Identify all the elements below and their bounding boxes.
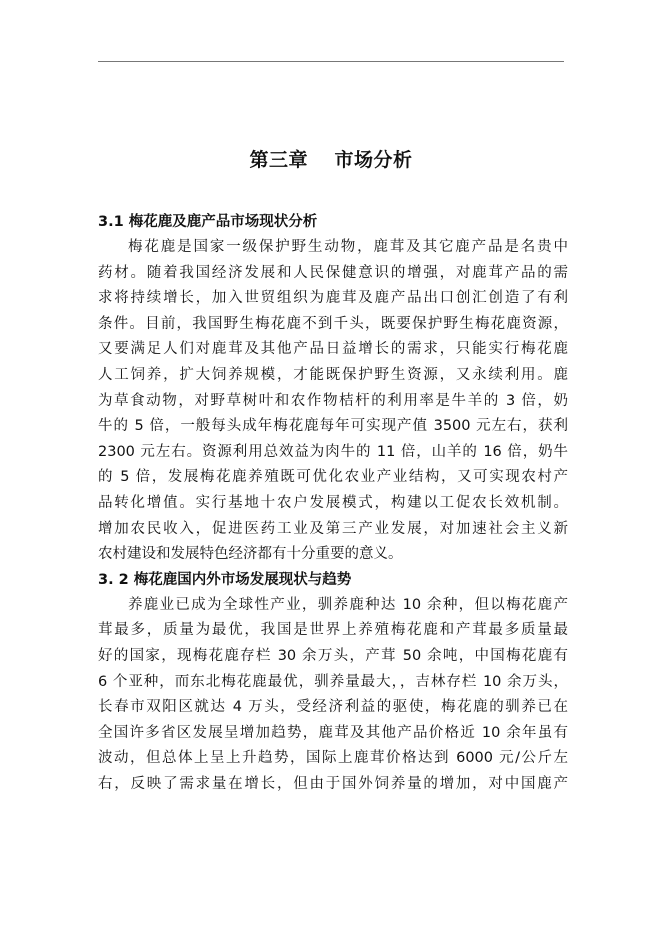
- paragraph-line: 农村建设和发展特色经济都有十分重要的意义。: [98, 546, 403, 563]
- paragraph-line: 茸最多，质量为最优，我国是世界上养殖梅花鹿和产茸最多质量最: [98, 622, 568, 639]
- paragraph-line: 2300 元左右。资源利用总效益为肉牛的 11 倍，山羊的 16 倍，奶牛: [98, 443, 568, 460]
- paragraph-line: 全国许多省区发展呈增加趋势，鹿茸及其他产品价格近 10 余年虽有: [98, 724, 568, 741]
- paragraph-line: 药材。随着我国经济发展和人民保健意识的增强，对鹿茸产品的需: [98, 264, 568, 281]
- paragraph-line: 又要满足人们对鹿茸及其他产品日益增长的需求，只能实行梅花鹿: [98, 341, 568, 358]
- section-heading-3-1: 3.1 梅花鹿及鹿产品市场现状分析: [98, 214, 318, 230]
- paragraph-line: 增加农民收入，促进医药工业及第三产业发展，对加速社会主义新: [98, 520, 568, 537]
- chapter-title: 第三章 市场分析: [249, 149, 413, 171]
- paragraph-line: 梅花鹿是国家一级保护野生动物，鹿茸及其它鹿产品是名贵中: [128, 239, 568, 255]
- header-divider: [98, 61, 564, 62]
- paragraph-line: 的 5 倍，发展梅花鹿养殖既可优化农业产业结构，又可实现农村产: [98, 469, 568, 486]
- paragraph-line: 人工饲养，扩大饲养规模，才能既保护野生资源，又永续利用。鹿: [98, 366, 568, 383]
- paragraph-line: 养鹿业已成为全球性产业，驯养鹿种达 10 余种，但以梅花鹿产: [128, 596, 568, 613]
- paragraph-line: 条件。目前，我国野生梅花鹿不到千头，既要保护野生梅花鹿资源，: [98, 315, 568, 332]
- body-text: [98, 210, 568, 797]
- paragraph-line: 6 个亚种，而东北梅花鹿最优，驯养量最大，，吉林存栏 10 余万头，: [98, 673, 568, 690]
- paragraph-line: 好的国家，现梅花鹿存栏 30 余万头，产茸 50 余吨，中国梅花鹿有: [98, 647, 568, 664]
- paragraph-line: 牛的 5 倍，一般每头成年梅花鹿每年可实现产值 3500 元左右，获利: [98, 418, 568, 435]
- paragraph-line: 波动，但总体上呈上升趋势，国际上鹿茸价格达到 6000 元/公斤左: [98, 750, 568, 767]
- paragraph-line: 右，反映了需求量在增长，但由于国外饲养量的增加，对中国鹿产: [98, 775, 568, 792]
- paragraph-line: 为草食动物，对野草树叶和农作物桔杆的利用率是牛羊的 3 倍，奶: [98, 392, 568, 409]
- paragraph-line: 品转化增值。实行基地十农户发展模式，构建以工促农长效机制。: [98, 494, 568, 511]
- paragraph-line: 长春市双阳区就达 4 万头，受经济利益的驱使，梅花鹿的驯养已在: [98, 699, 568, 716]
- paragraph-line: 求将持续增长，加入世贸组织为鹿茸及鹿产品出口创汇创造了有利: [98, 290, 568, 307]
- section-heading-3-2: 3. 2 梅花鹿国内外市场发展现状与趋势: [98, 571, 352, 588]
